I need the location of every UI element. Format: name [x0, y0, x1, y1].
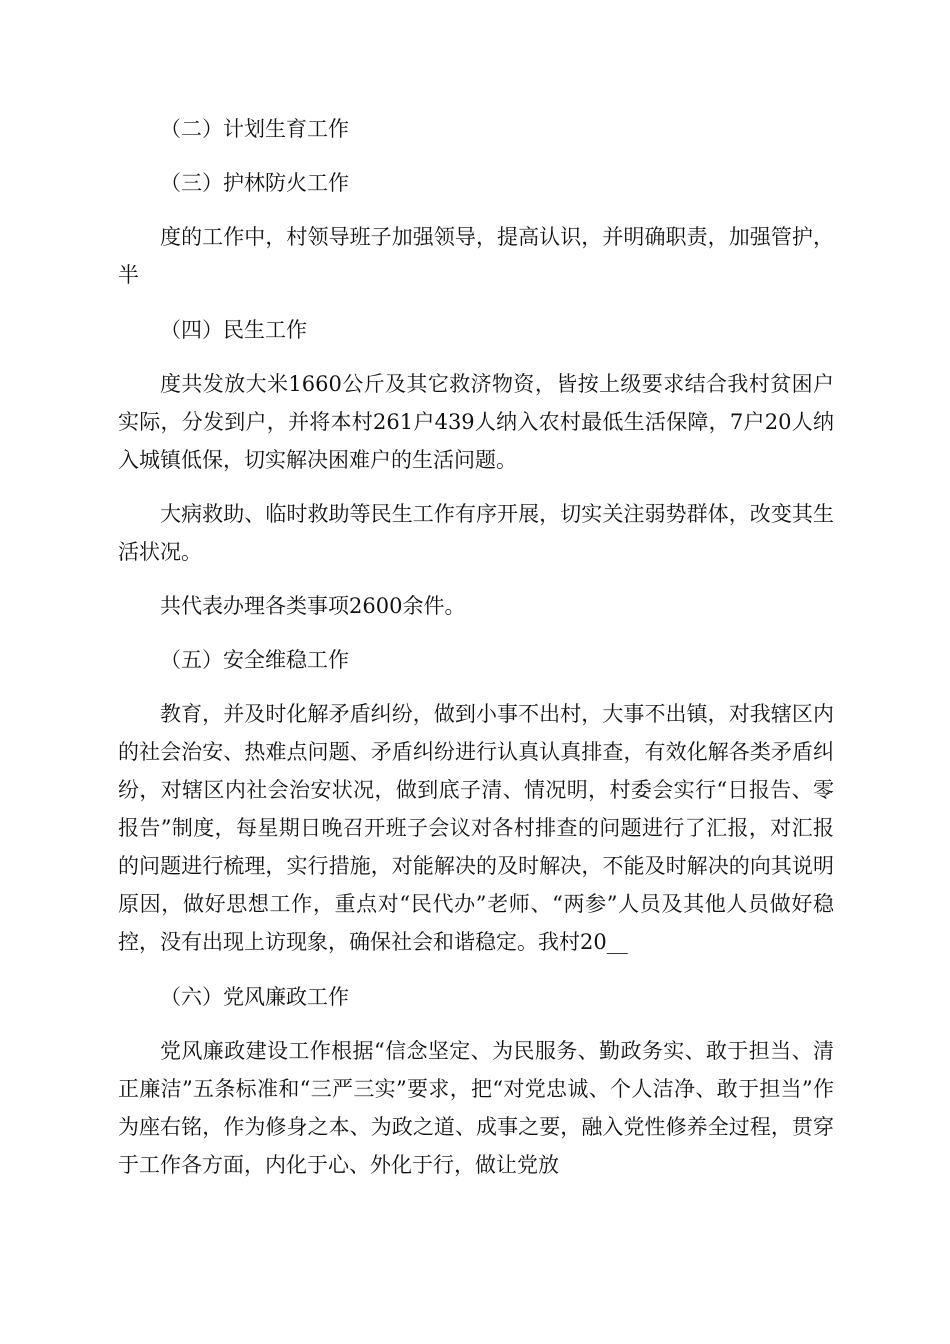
paragraph-medical-relief: 大病救助、临时救助等民生工作有序开展，切实关注弱势群体，改变其生活状况。 — [118, 502, 834, 564]
section-heading-security-stability: （五）安全维稳工作 — [160, 648, 349, 672]
section-heading-clean-governance: （六）党风廉政工作 — [160, 985, 349, 1009]
section-heading-forest-fire-prevention: （三）护林防火工作 — [160, 171, 349, 195]
section-heading-livelihood: （四）民生工作 — [160, 318, 307, 342]
paragraph-relief-distribution: 度共发放大米1660公斤及其它救济物资，皆按上级要求结合我村贫困户实际，分发到户，并将本村261户439人纳入农村最低生活保障，7户20人纳入城镇低保，切实解决困难户的生活问题。 — [118, 372, 834, 472]
section-heading-family-planning: （二）计划生育工作 — [160, 117, 349, 141]
paragraph-party-conduct: 党风廉政建设工作根据“信念坚定、为民服务、勤政务实、敢于担当、清正廉洁”五条标准和“三严三实”要求，把“对党忠诚、个人洁净、敢于担当”作为座右铭，作为修身之本、为政之道、成事之要，融入党性修养全过程，贯穿于工作各方面，内化于心、外化于行，做让党放 — [118, 1039, 834, 1177]
document-body — [118, 110, 834, 1184]
paragraph-dispute-resolution: 教育，并及时化解矛盾纠纷，做到小事不出村，大事不出镇，对我辖区内的社会治安、热难点问题、矛盾纠纷进行认真认真排查，有效化解各类矛盾纠纷，对辖区内社会治安状况，做到底子清、情况明，村委会实行“日报告、零报告”制度，每星期日晚召开班子会议对各村排查的问题进行了汇报，对汇报的问题进行梳理，实行措施，对能解决的及时解决，不能及时解决的向其说明原因，做好思想工作，重点对“民代办”老师、“两参”人员及其他人员做好稳控，没有出现上访现象，确保社会和谐稳定。我村20__ — [118, 702, 834, 954]
paragraph-forest-management: 度的工作中，村领导班子加强领导，提高认识，并明确职责，加强管护，半 — [118, 225, 834, 287]
paragraph-representative-matters: 共代表办理各类事项2600余件。 — [160, 594, 466, 618]
